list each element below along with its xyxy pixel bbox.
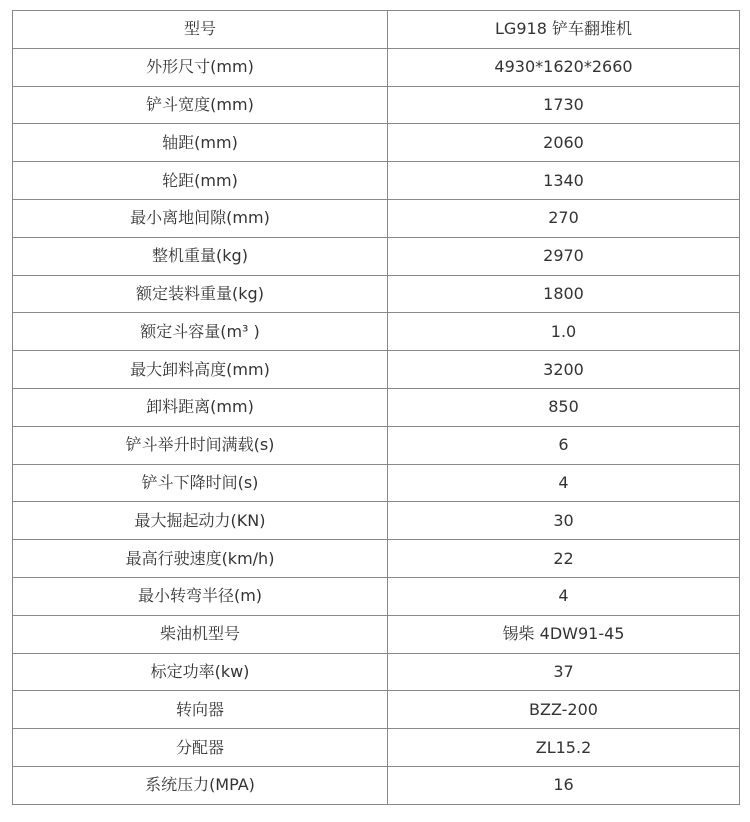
table-row [13, 275, 740, 313]
table-row [13, 388, 740, 426]
table-row [13, 464, 740, 502]
spec-label: 额定装料重量(kg) [13, 275, 388, 313]
table-row [13, 426, 740, 464]
spec-label: 最小离地间隙(mm) [13, 199, 388, 237]
spec-value: 4930*1620*2660 [388, 48, 740, 86]
spec-value: 2970 [388, 237, 740, 275]
table-row [13, 577, 740, 615]
spec-value: 1340 [388, 162, 740, 200]
spec-label: 额定斗容量(m³ ) [13, 313, 388, 351]
spec-label: 铲斗举升时间满载(s) [13, 426, 388, 464]
spec-value: 850 [388, 388, 740, 426]
table-row [13, 502, 740, 540]
table-row [13, 199, 740, 237]
spec-label: 最大卸料高度(mm) [13, 351, 388, 389]
spec-value: ZL15.2 [388, 729, 740, 767]
spec-value: 4 [388, 577, 740, 615]
table-row [13, 11, 740, 49]
spec-value: 2060 [388, 124, 740, 162]
table-row [13, 653, 740, 691]
spec-table-body [13, 11, 740, 805]
table-row [13, 691, 740, 729]
spec-value: 37 [388, 653, 740, 691]
table-row [13, 124, 740, 162]
spec-value: 3200 [388, 351, 740, 389]
spec-label: 整机重量(kg) [13, 237, 388, 275]
table-row [13, 86, 740, 124]
spec-value: 30 [388, 502, 740, 540]
spec-value: 1730 [388, 86, 740, 124]
spec-value: LG918 铲车翻堆机 [388, 11, 740, 49]
spec-label: 标定功率(kw) [13, 653, 388, 691]
spec-value: BZZ-200 [388, 691, 740, 729]
spec-label: 轮距(mm) [13, 162, 388, 200]
table-row [13, 313, 740, 351]
spec-label: 轴距(mm) [13, 124, 388, 162]
table-row [13, 351, 740, 389]
spec-label: 卸料距离(mm) [13, 388, 388, 426]
spec-value: 锡柴 4DW91-45 [388, 615, 740, 653]
spec-label: 型号 [13, 11, 388, 49]
spec-value: 270 [388, 199, 740, 237]
table-row [13, 540, 740, 578]
table-row [13, 237, 740, 275]
spec-label: 转向器 [13, 691, 388, 729]
spec-label: 分配器 [13, 729, 388, 767]
spec-label: 铲斗宽度(mm) [13, 86, 388, 124]
table-row [13, 766, 740, 804]
spec-label: 铲斗下降时间(s) [13, 464, 388, 502]
spec-label: 系统压力(MPA) [13, 766, 388, 804]
spec-label: 最小转弯半径(m) [13, 577, 388, 615]
spec-label: 柴油机型号 [13, 615, 388, 653]
table-row [13, 162, 740, 200]
table-row [13, 615, 740, 653]
spec-label: 最大掘起动力(KN) [13, 502, 388, 540]
table-row [13, 48, 740, 86]
spec-value: 22 [388, 540, 740, 578]
spec-value: 16 [388, 766, 740, 804]
spec-label: 最高行驶速度(km/h) [13, 540, 388, 578]
spec-value: 4 [388, 464, 740, 502]
spec-value: 6 [388, 426, 740, 464]
spec-value: 1800 [388, 275, 740, 313]
spec-value: 1.0 [388, 313, 740, 351]
spec-table [12, 10, 740, 805]
table-row [13, 729, 740, 767]
spec-label: 外形尺寸(mm) [13, 48, 388, 86]
